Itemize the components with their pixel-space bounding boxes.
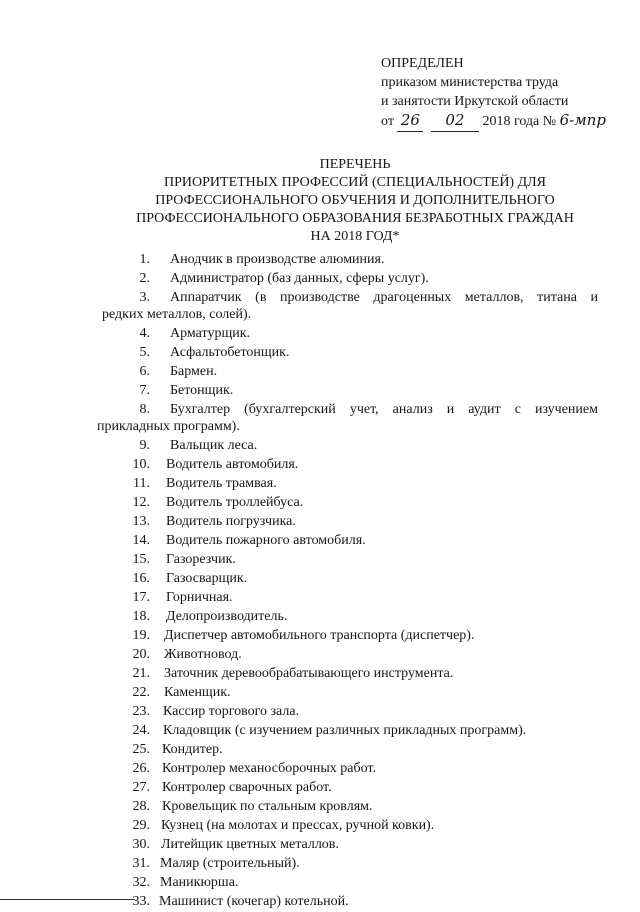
approval-date-prefix: от — [381, 114, 394, 129]
approval-day-handwritten: 26 — [400, 111, 420, 129]
title-line-5: НА 2018 ГОД* — [310, 229, 400, 244]
item-number: 17. — [132, 590, 150, 605]
approval-month-handwritten: 02 — [445, 111, 465, 129]
list-item — [0, 437, 640, 456]
item-text: Заточник деревообрабатывающего инструмента. — [164, 666, 454, 681]
list-item — [0, 893, 640, 912]
list-item — [0, 382, 640, 401]
item-text: Вальщик леса. — [170, 438, 258, 453]
item-text: Маникюрша. — [160, 875, 239, 890]
item-text: Бармен. — [170, 364, 218, 379]
item-number: 18. — [132, 609, 150, 624]
item-number: 3. — [139, 290, 150, 305]
item-number: 1. — [139, 252, 150, 267]
list-item — [0, 703, 640, 722]
item-number: 23. — [132, 704, 150, 719]
item-text: Бетонщик. — [170, 383, 234, 398]
list-item — [0, 646, 640, 665]
item-number: 7. — [139, 383, 150, 398]
approval-line-2: и занятости Иркутской области — [381, 94, 569, 109]
approval-line-1: приказом министерства труда — [381, 75, 559, 90]
approval-heading: ОПРЕДЕЛЕН — [381, 56, 464, 71]
title-line-3: ПРОФЕССИОНАЛЬНОГО ОБУЧЕНИЯ И ДОПОЛНИТЕЛЬНОГО — [155, 193, 555, 208]
title-line-1: ПЕРЕЧЕНЬ — [319, 157, 391, 172]
list-item — [0, 494, 640, 513]
item-number: 25. — [132, 742, 150, 757]
item-text: Водитель погрузчика. — [166, 514, 296, 529]
item-number: 6. — [139, 364, 150, 379]
item-text: Кладовщик (с изучением различных прикладных программ). — [163, 723, 527, 738]
list-item — [0, 741, 640, 760]
list-item — [0, 855, 640, 874]
item-text: Литейщик цветных металлов. — [161, 837, 339, 852]
item-text: Маляр (строительный). — [160, 856, 300, 871]
item-number: 22. — [132, 685, 150, 700]
item-number: 13. — [132, 514, 150, 529]
item-text: Машинист (кочегар) котельной. — [159, 894, 349, 909]
item-text: Делопроизводитель. — [166, 609, 288, 624]
list-item — [0, 344, 640, 363]
item-number: 32. — [132, 875, 150, 890]
list-item — [0, 456, 640, 475]
list-item — [0, 551, 640, 570]
footnote-divider — [0, 899, 135, 900]
item-text: Диспетчер автомобильного транспорта (диспетчер). — [164, 628, 475, 643]
item-number: 2. — [139, 271, 150, 286]
list-item — [0, 570, 640, 589]
item-number: 33. — [132, 894, 150, 909]
item-number: 31. — [132, 856, 150, 871]
list-item — [0, 779, 640, 798]
item-text: Горничная. — [166, 590, 233, 605]
list-item — [0, 722, 640, 741]
item-number: 30. — [132, 837, 150, 852]
item-text: Животновод. — [164, 647, 242, 662]
item-number: 24. — [132, 723, 150, 738]
list-item — [0, 874, 640, 893]
item-text: Администратор (баз данных, сферы услуг). — [170, 271, 429, 286]
document-title — [90, 156, 620, 246]
item-text: Водитель троллейбуса. — [166, 495, 304, 510]
list-item — [0, 817, 640, 836]
item-text: Контролер механосборочных работ. — [162, 761, 376, 776]
list-item — [0, 532, 640, 551]
item-text: Арматурщик. — [170, 326, 251, 341]
list-item — [0, 684, 640, 703]
list-item — [0, 836, 640, 855]
title-line-2: ПРИОРИТЕТНЫХ ПРОФЕССИЙ (СПЕЦИАЛЬНОСТЕЙ) ДЛЯ — [164, 175, 546, 190]
item-text-line-2: редких металлов, солей). — [102, 307, 252, 322]
list-item — [0, 608, 640, 627]
item-number: 8. — [139, 402, 150, 417]
item-text: Кузнец (на молотах и прессах, ручной ковки). — [161, 818, 435, 833]
item-number: 9. — [139, 438, 150, 453]
list-item — [0, 401, 640, 437]
item-number: 16. — [132, 571, 150, 586]
item-text: Водитель трамвая. — [166, 476, 277, 491]
item-text: Газорезчик. — [166, 552, 236, 567]
list-item — [0, 513, 640, 532]
item-text: Каменщик. — [164, 685, 231, 700]
item-number: 28. — [132, 799, 150, 814]
item-text: Водитель автомобиля. — [166, 457, 299, 472]
approval-number-handwritten: 6-мпр — [559, 111, 606, 129]
approval-date-line — [381, 111, 606, 132]
item-text: Газосварщик. — [166, 571, 248, 586]
approval-day — [397, 111, 423, 132]
item-number: 27. — [132, 780, 150, 795]
item-text: Водитель пожарного автомобиля. — [166, 533, 366, 548]
item-text-line-2: прикладных программ). — [97, 419, 240, 434]
profession-list — [0, 251, 640, 912]
item-number: 20. — [132, 647, 150, 662]
list-item — [0, 760, 640, 779]
item-number: 15. — [132, 552, 150, 567]
item-text: Анодчик в производстве алюминия. — [170, 252, 385, 267]
list-item — [0, 589, 640, 608]
list-item — [0, 627, 640, 646]
approval-month — [431, 111, 479, 132]
title-line-4: ПРОФЕССИОНАЛЬНОГО ОБРАЗОВАНИЯ БЕЗРАБОТНЫХ ГРАЖДАН — [136, 211, 574, 226]
list-item — [0, 251, 640, 270]
item-number: 26. — [132, 761, 150, 776]
item-text-line-1: Аппаратчик (в производстве драгоценных металлов, титана и — [170, 290, 598, 305]
approval-block — [381, 54, 606, 132]
list-item — [0, 475, 640, 494]
item-text: Асфальтобетонщик. — [170, 345, 290, 360]
item-text: Кондитер. — [162, 742, 223, 757]
item-number: 21. — [132, 666, 150, 681]
list-item — [0, 270, 640, 289]
item-text-line-1: Бухгалтер (бухгалтерский учет, анализ и аудит с изучением — [170, 402, 598, 417]
item-number: 11. — [133, 476, 150, 491]
item-text: Кассир торгового зала. — [163, 704, 300, 719]
item-number: 14. — [132, 533, 150, 548]
list-item — [0, 665, 640, 684]
item-number: 4. — [139, 326, 150, 341]
item-number: 19. — [132, 628, 150, 643]
list-item — [0, 325, 640, 344]
item-number: 12. — [132, 495, 150, 510]
list-item — [0, 289, 640, 325]
item-number: 5. — [139, 345, 150, 360]
approval-year-text: 2018 года № — [482, 114, 557, 129]
item-text: Контролер сварочных работ. — [162, 780, 332, 795]
list-item — [0, 798, 640, 817]
item-number: 29. — [132, 818, 150, 833]
item-number: 10. — [132, 457, 150, 472]
list-item — [0, 363, 640, 382]
item-text: Кровельщик по стальным кровлям. — [162, 799, 373, 814]
